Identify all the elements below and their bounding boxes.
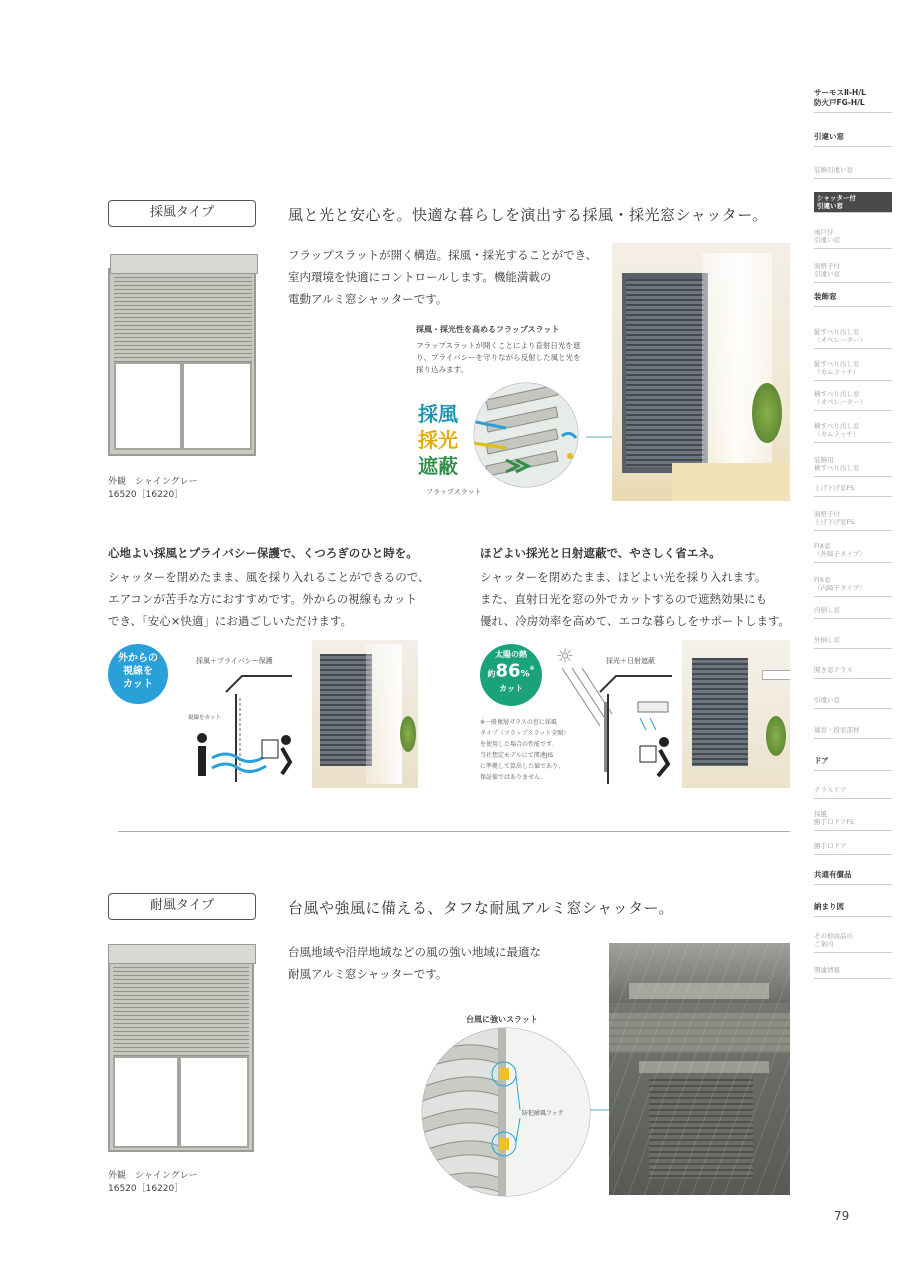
badge-value: 86 <box>495 660 521 682</box>
sidebar-item[interactable]: 採風 勝手口ドアFS <box>814 810 892 831</box>
sidebar-item[interactable]: テラスドア <box>814 786 892 799</box>
sidebar-item[interactable]: 連窓・段窓部材 <box>814 726 892 739</box>
detail-line: り、プライバシーを守りながら反射した風と光を <box>416 353 581 362</box>
section1-headline: 風と光と安心を。快適な暮らしを演出する採風・採光窓シャッター。 <box>288 206 768 224</box>
badge-line: 視線を <box>123 666 153 677</box>
note-line: を使用した場合の性能です。 <box>480 741 558 748</box>
room-photo-saifu <box>612 243 790 501</box>
sidebar-item[interactable]: 装飾引違い窓 <box>814 166 892 179</box>
note-line: タイプ（フラップスラット全開） <box>480 730 570 737</box>
sun-icon: ☼ <box>556 644 574 668</box>
heat-cut-badge <box>480 644 542 706</box>
left-line: でき、「安心×快適」にお過ごしいただけます。 <box>108 614 353 628</box>
intro-line: 電動アルミ窓シャッターです。 <box>288 292 448 306</box>
sidebar-item[interactable]: サーモスⅡ-H/L 防火戸FG-H/L <box>814 88 892 113</box>
left-line: シャッターを閉めたまま、風を採り入れることができるので、 <box>108 570 430 584</box>
sidebar-item[interactable]: 面格子付 上げ下げ窓FS <box>814 510 892 531</box>
sidebar-item[interactable]: 納まり図 <box>814 902 892 917</box>
section2-intro <box>288 941 541 985</box>
badge-line: カット <box>123 679 153 690</box>
intro-line: 耐風アルミ窓シャッターです。 <box>288 967 448 981</box>
word-saifu: 採風 <box>418 402 458 426</box>
flap-slat-closeup <box>466 380 586 490</box>
right-line: 優れ、冷房効率を高めて、エコな暮らしをサポートします。 <box>480 614 791 628</box>
word-shahei: 遮蔽 <box>418 454 458 478</box>
product-caption-1 <box>108 476 198 502</box>
note-line: ※一般複層ガラスの窓に採風 <box>480 719 557 726</box>
sidebar-item[interactable]: 関連情報 <box>814 966 892 979</box>
type-tag-saifu: 採風タイプ <box>108 200 256 227</box>
section1-intro <box>288 244 597 310</box>
detail-title: 採風・採光性を高めるフラップスラット <box>416 325 560 334</box>
sidebar-item[interactable]: 面格子付 引違い窓 <box>814 262 892 283</box>
intro-line: 台風地域や沿岸地域などの風の強い地域に最適な <box>288 945 541 959</box>
wind-slat-closeup <box>420 1026 600 1198</box>
privacy-diagram <box>186 664 306 784</box>
sidebar-item[interactable]: FIX窓 （内障子タイプ） <box>814 576 892 597</box>
sidebar-item[interactable]: 縦すべり出し窓 （カムラッチ） <box>814 360 892 381</box>
room-photo-privacy <box>312 640 418 788</box>
sidebar-item[interactable]: 横すべり出し窓 （カムラッチ） <box>814 422 892 443</box>
sidebar-item[interactable]: 縦すべり出し窓 （オペレーター） <box>814 328 892 349</box>
intro-line: 室内環境を快適にコントロールします。機能満載の <box>288 270 552 284</box>
badge-bottom: カット <box>499 684 523 694</box>
caption-line: 16520［16220］ <box>108 1184 184 1194</box>
sidebar-item[interactable]: 横すべり出し窓 （オペレーター） <box>814 390 892 411</box>
sidebar-item[interactable]: シャッター付 引違い窓 <box>814 192 892 213</box>
sidebar-item[interactable]: 引違い窓 <box>814 696 892 709</box>
left-text <box>108 566 430 632</box>
sidebar-item[interactable]: ドア <box>814 756 892 771</box>
note-line: に準拠して算出した値であり、 <box>480 763 565 770</box>
sidebar-item[interactable]: 雨戸付 引違い窓 <box>814 228 892 249</box>
sidebar-item[interactable]: 装飾用 横すべり出し窓 <box>814 456 892 477</box>
left-heading: 心地よい採風とプライバシー保護で、くつろぎのひと時を。 <box>108 546 418 560</box>
detail-text <box>416 340 581 376</box>
sidebar-item[interactable]: 共通有償品 <box>814 870 892 885</box>
intro-line: フラップスラットが開く構造。採風・採光することができ、 <box>288 248 598 262</box>
detail-title-2: 台風に強いスラット <box>466 1015 538 1024</box>
badge-top: 太陽の熱 <box>495 650 527 659</box>
sidebar-item[interactable]: 上げ下げ窓FS <box>814 484 892 497</box>
left-diagram-small: 視線をカット <box>188 715 221 721</box>
sidebar-item[interactable]: 開き窓テラス <box>814 666 892 679</box>
section2-headline: 台風や強風に備える、タフな耐風アルミ窓シャッター。 <box>288 899 675 917</box>
badge-line: 外からの <box>118 653 158 664</box>
detail-line: フラップスラットが開くことにより直射日光を遮 <box>416 341 581 350</box>
sidebar-item[interactable]: 勝手口ドア <box>814 842 892 855</box>
sidebar-item[interactable]: FIX窓 （外障子タイプ） <box>814 542 892 563</box>
slat-label: フラップスラット <box>426 488 482 496</box>
right-line: また、直射日光を窓の外でカットするので遮熱効果にも <box>480 592 768 606</box>
word-saiko: 採光 <box>418 428 458 452</box>
sidebar-item[interactable]: その他商品の ご案内 <box>814 932 892 953</box>
badge-unit: % <box>520 669 530 680</box>
badge-note-mark: ※ <box>529 666 535 672</box>
product-caption-2 <box>108 1170 198 1196</box>
sidebar-item[interactable]: 内倒し窓 <box>814 606 892 619</box>
note-line: 保証値ではありません。 <box>480 774 547 781</box>
detail-line: 採り込みます。 <box>416 365 468 374</box>
sidebar-item[interactable]: 装飾窓 <box>814 292 892 307</box>
sidebar-item[interactable]: 外倒し窓 <box>814 636 892 649</box>
storm-house-photo <box>609 943 790 1195</box>
room-photo-sunlight <box>682 640 790 788</box>
sidebar-item[interactable]: 引違い窓 <box>814 132 892 147</box>
right-diagram-label: 採光＋日射遮蔽 <box>606 657 655 665</box>
right-text <box>480 566 790 632</box>
performance-note <box>480 717 569 783</box>
hook-label: 防犯耐風フック <box>522 1110 564 1117</box>
right-heading: ほどよい採光と日射遮蔽で、やさしく省エネ。 <box>480 546 721 560</box>
privacy-badge <box>108 644 168 704</box>
note-line: 当社想定モデルにて関連JIS <box>480 752 554 759</box>
left-diagram-label: 採風＋プライバシー保護 <box>196 657 273 665</box>
caption-line: 外観 シャイングレー <box>108 1171 198 1181</box>
type-tag-taifu: 耐風タイプ <box>108 893 256 920</box>
section-divider <box>118 831 790 832</box>
right-line: シャッターを閉めたまま、ほどよい光を採り入れます。 <box>480 570 767 584</box>
badge-prefix: 約 <box>487 669 496 679</box>
caption-line: 16520［16220］ <box>108 490 184 500</box>
page-number: 79 <box>834 1209 850 1223</box>
left-line: エアコンが苦手な方におすすめです。外からの視線もカット <box>108 592 418 606</box>
caption-line: 外観 シャイングレー <box>108 477 198 487</box>
sunlight-diagram <box>560 666 676 786</box>
